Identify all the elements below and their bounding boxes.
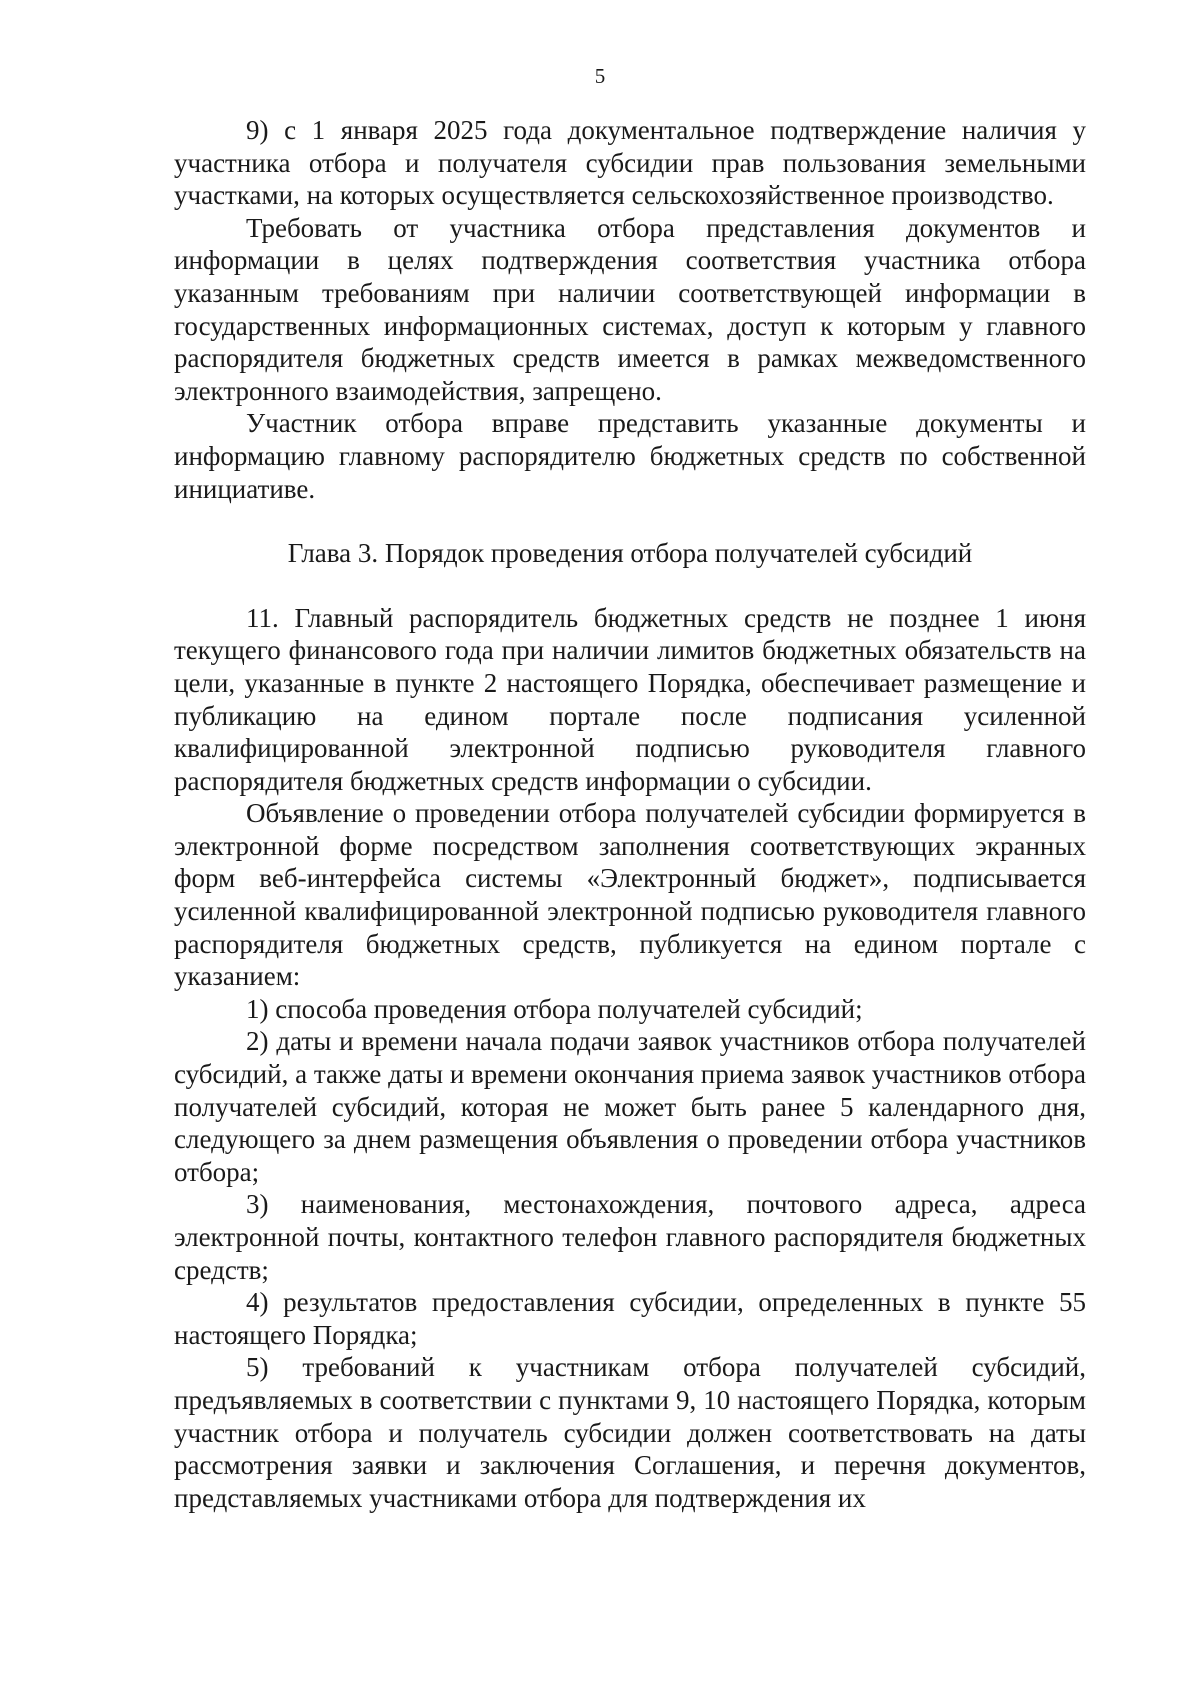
chapter-heading: Глава 3. Порядок проведения отбора получателей субсидий <box>287 538 973 569</box>
list-item-2-application-dates: 2) даты и времени начала подачи заявок участников отбора получателей субсидий, а также даты и времени окончания приема заявок участников отбора получателей субсидий, которая не может быть ранее 5 календарного дня, следующего за днем размещения объявления о проведении отбора участников отбора; <box>174 1026 1086 1187</box>
document-body <box>174 114 1086 1514</box>
paragraph-participant-own-initiative: Участник отбора вправе представить указанные документы и информацию главному распорядителю бюджетных средств по собственной инициативе. <box>174 408 1086 504</box>
spacer <box>174 505 1086 537</box>
list-item-5-participant-requirements: 5) требований к участникам отбора получателей субсидий, предъявляемых в соответствии с пунктами 9, 10 настоящего Порядка, которым участник отбора и получатель субсидии должен соответствовать на даты рассмотрения заявки и заключения Соглашения, и перечня документов, представляемых участниками отбора для подтверждения их <box>174 1352 1086 1513</box>
list-item-4-subsidy-results: 4) результатов предоставления субсидии, определенных в пункте 55 настоящего Порядка; <box>174 1287 1086 1350</box>
list-item-3-contact-details: 3) наименования, местонахождения, почтового адреса, адреса электронной почты, контактного телефон главного распорядителя бюджетных средств; <box>174 1189 1086 1285</box>
paragraph-item-9-land-rights: 9) с 1 января 2025 года документальное подтверждение наличия у участника отбора и получателя субсидии прав пользования земельными участками, на которых осуществляется сельскохозяйственное производство. <box>174 115 1086 211</box>
page-number: 5 <box>594 64 606 88</box>
spacer <box>174 570 1086 602</box>
paragraph-clause-11: 11. Главный распорядитель бюджетных средств не позднее 1 июня текущего финансового года при наличии лимитов бюджетных обязательств на цели, указанные в пункте 2 настоящего Порядка, обеспечивает размещение и публикацию на едином портале после подписания усиленной квалифицированной электронной подписью руководителя главного распорядителя бюджетных средств информации о субсидии. <box>174 602 1086 796</box>
paragraph-document-request-prohibition: Требовать от участника отбора представления документов и информации в целях подтверждения соответствия участника отбора указанным требованиям при наличии соответствующей информации в государственных информационных системах, доступ к которым у главного распорядителя бюджетных средств имеется в рамках межведомственного электронного взаимодействия, запрещено. <box>174 212 1086 406</box>
paragraph-announcement: Объявление о проведении отбора получателей субсидии формируется в электронной форме посредством заполнения соответствующих экранных форм веб-интерфейса системы «Электронный бюджет», подписывается усиленной квалифицированной электронной подписью руководителя главного распорядителя бюджетных средств, публикуется на едином портале с указанием: <box>174 798 1086 992</box>
list-item-1-selection-method: 1) способа проведения отбора получателей субсидий; <box>246 993 863 1024</box>
